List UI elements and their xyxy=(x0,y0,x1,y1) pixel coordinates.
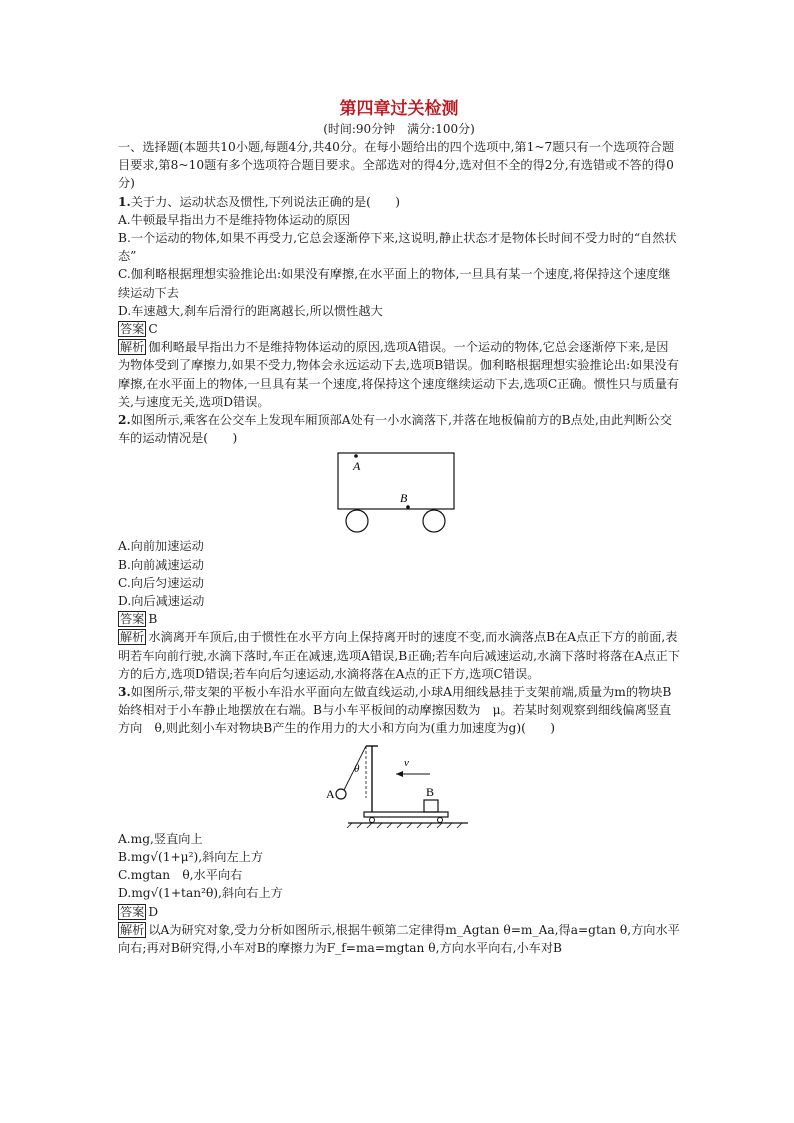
cart-figure xyxy=(118,738,680,830)
analysis-line xyxy=(118,338,680,411)
bus-diagram xyxy=(118,447,680,537)
answer-tag: 答案 xyxy=(120,904,145,919)
answer-line xyxy=(118,903,680,921)
analysis-text: 伽利略最早指出力不是维持物体运动的原因,选项A错误。一个运动的物体,它总会逐渐停下来,是因为物体受到了摩擦力,如果不受力,物体会永远运动下去,选项B错误。伽利略根据理想实验推论出:如果没有摩擦,在水平面上的物体,一旦具有某一个速度,将保持这个速度继续运动下去,选项C正确。惯性只与质量有关,与速度无关,选项D错误。 xyxy=(118,340,680,409)
page-title: 第四章过关检测 xyxy=(339,99,459,119)
velocity-label: v xyxy=(404,756,409,769)
question-number: 2. xyxy=(118,413,131,428)
question-2 xyxy=(118,411,680,447)
analysis-text: 水滴离开车顶后,由于惯性在水平方向上保持离开时的速度不变,而水滴落点B在A点正下方的前面,表明若车向前行驶,水滴下落时,车正在减速,选项A错误,B正确;若车向后减速运动,水滴下落时将落在A点正下方的后方,选项D错误;若车向后匀速运动,水滴将落在A点的正下方,选项C错误。 xyxy=(118,630,680,681)
answer-line xyxy=(118,320,680,338)
answer-value: B xyxy=(148,612,158,627)
point-a-label: A xyxy=(353,459,361,474)
document-page xyxy=(118,98,680,957)
question-1 xyxy=(118,193,680,211)
exam-info: (时间:90分钟 满分:100分) xyxy=(323,122,475,136)
option-c: C.mgtan θ,水平向右 xyxy=(118,868,243,883)
analysis-line xyxy=(118,628,680,683)
answer-line xyxy=(118,610,680,628)
question-stem: 如图所示,乘客在公交车上发现车厢顶部A处有一小水滴落下,并落在地板偏前方的B点处,由此判断公交车的运动情况是( ) xyxy=(118,413,672,446)
answer-tag: 答案 xyxy=(120,322,145,337)
option-c: C.伽利略根据理想实验推论出:如果没有摩擦,在水平面上的物体,一旦具有某一个速度,将保持这个速度继续运动下去 xyxy=(118,267,671,300)
option-d: D.mg√(1+tan²θ),斜向右上方 xyxy=(118,886,283,901)
theta-label: θ xyxy=(354,762,360,775)
ball-a-label: A xyxy=(326,786,335,801)
answer-value: C xyxy=(148,322,158,337)
question-stem: 关于力、运动状态及惯性,下列说法正确的是( ) xyxy=(130,194,401,209)
option-c: C.向后匀速运动 xyxy=(118,575,204,590)
question-number: 1. xyxy=(118,194,131,209)
analysis-tag: 解析 xyxy=(120,340,145,355)
analysis-line xyxy=(118,921,680,957)
analysis-tag: 解析 xyxy=(120,922,145,937)
option-b: B.向前减速运动 xyxy=(118,557,204,572)
cart-diagram xyxy=(118,738,680,830)
point-b-label: B xyxy=(400,491,408,506)
analysis-text: 以A为研究对象,受力分析如图所示,根据牛顿第二定律得m_Agtan θ=m_Aa,得a=gtan θ,方向水平向右;再对B研究得,小车对B的摩擦力为F_f=ma=mgtan θ,方向水平向右,小车对B xyxy=(118,922,680,955)
analysis-tag: 解析 xyxy=(120,630,145,645)
option-b: B.一个运动的物体,如果不再受力,它总会逐渐停下来,这说明,静止状态才是物体长时间不受力时的“自然状态” xyxy=(118,231,677,264)
option-b: B.mg√(1+μ²),斜向左上方 xyxy=(118,849,264,864)
block-b-label: B xyxy=(426,784,435,799)
option-a: A.牛顿最早指出力不是维持物体运动的原因 xyxy=(118,212,351,227)
question-number: 3. xyxy=(118,685,131,700)
option-a: A.mg,竖直向上 xyxy=(118,831,203,846)
question-stem: 如图所示,带支架的平板小车沿水平面向左做直线运动,小球A用细线悬挂于支架前端,质量为m的物块B始终相对于小车静止地摆放在右端。B与小车平板间的动摩擦因数为 μ。若某时刻观察到细线偏离竖直方向 θ,则此刻小车对物块B产生的作用力的大小和方向为(重力加速度为g)( ) xyxy=(118,685,672,736)
question-3 xyxy=(118,683,680,738)
option-d: D.向后减速运动 xyxy=(118,594,205,609)
answer-tag: 答案 xyxy=(120,612,145,627)
option-a: A.向前加速运动 xyxy=(118,539,204,554)
answer-value: D xyxy=(148,904,159,919)
section-intro: 一、选择题(本题共10小题,每题4分,共40分。在每小题给出的四个选项中,第1~7题只有一个选项符合题目要求,第8~10题有多个选项符合题目要求。全部选对的得4分,选对但不全的得2分,有选错或不答的得0分) xyxy=(118,140,675,191)
option-d: D.车速越大,刹车后滑行的距离越长,所以惯性越大 xyxy=(118,303,383,318)
bus-figure xyxy=(118,447,680,537)
